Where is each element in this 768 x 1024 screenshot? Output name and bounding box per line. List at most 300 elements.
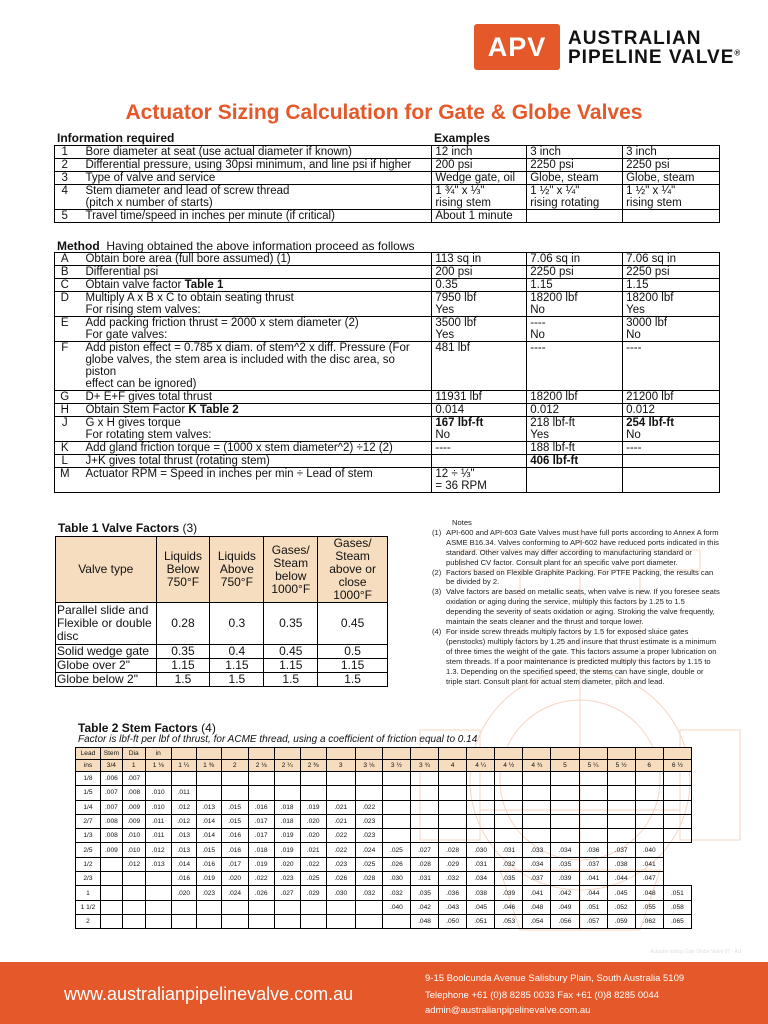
result-cell	[432, 468, 527, 493]
stem-factor: .043	[439, 900, 467, 914]
column-header: 2 ⅛	[248, 760, 274, 772]
result-line: 0.012	[626, 404, 655, 416]
column-header: 4 ¾	[523, 760, 551, 772]
example-line: 3 inch	[626, 146, 657, 158]
stem-factor	[171, 772, 196, 786]
stem-factor	[523, 829, 551, 843]
info-row	[55, 185, 720, 210]
step-text: Obtain Stem Factor	[85, 404, 189, 416]
stem-factor: .027	[274, 886, 300, 900]
stem-factor	[326, 786, 355, 800]
example-line: rising stem	[435, 197, 491, 209]
stem-factor: .022	[355, 800, 382, 814]
factor-value: 1.5	[156, 673, 210, 687]
result-line: Yes	[530, 429, 549, 441]
result-cell	[527, 404, 623, 417]
result-cell	[623, 253, 720, 266]
column-header: 5	[551, 760, 579, 772]
result-cell	[623, 417, 720, 442]
factor-value: 1.5	[264, 673, 318, 687]
step-description	[74, 292, 431, 317]
stem-factor	[663, 800, 691, 814]
stem-factor	[410, 786, 438, 800]
stem-factor	[382, 786, 410, 800]
stem-factor: .010	[145, 786, 171, 800]
example-cell	[527, 185, 623, 210]
column-header: 4 ½	[495, 760, 523, 772]
factor-value: 1.5	[318, 673, 388, 687]
table2-subtitle: Factor is lbf-ft per lbf of thrust, for ACME thread, using a coefficient of friction equal to 0.14	[78, 734, 478, 745]
factor-value: 0.3	[210, 603, 264, 645]
factor-value: 1.15	[210, 659, 264, 673]
stem-factor: .011	[145, 829, 171, 843]
description-line: Travel time/speed in inches per minute (if critical)	[85, 210, 335, 222]
lead-value: 1/2	[76, 857, 101, 871]
stem-factor	[100, 886, 122, 900]
stem-factor: .008	[100, 829, 122, 843]
stem-factor	[495, 786, 523, 800]
stem-factor	[196, 772, 221, 786]
step-letter: L	[55, 455, 75, 468]
stem-factor: .011	[145, 814, 171, 828]
step-letter: K	[55, 442, 75, 455]
footer-email-link[interactable]: admin@australianpipelinevalve.com.au	[425, 1005, 591, 1016]
result-line: 1.15	[530, 279, 553, 291]
result-line: No	[435, 429, 451, 441]
stem-factor-row	[76, 857, 692, 871]
stem-factor	[439, 786, 467, 800]
stem-factor-row	[76, 814, 692, 828]
column-header: 1 ⅜	[196, 760, 221, 772]
stem-factor: .013	[171, 829, 196, 843]
valve-factor-row	[56, 659, 388, 673]
factor-value: 0.4	[210, 645, 264, 659]
stem-factor: .030	[326, 886, 355, 900]
valve-type-line: Globe below 2"	[57, 672, 138, 686]
row-number: 5	[55, 210, 75, 223]
stem-factor	[579, 829, 607, 843]
stem-factor: .019	[274, 829, 300, 843]
step-line	[77, 292, 428, 304]
stem-factor	[607, 814, 635, 828]
stem-factor	[145, 872, 171, 886]
result-line: 18200 lbf	[530, 292, 578, 304]
stem-factor	[410, 800, 438, 814]
result-line: 21200 lbf	[626, 391, 674, 403]
step-description	[74, 279, 431, 292]
table2-title: Table 2 Stem Factors (4)	[78, 721, 216, 735]
step-line	[77, 442, 428, 454]
stem-factor: .048	[635, 886, 663, 900]
result-cell	[432, 391, 527, 404]
header-line: Steam	[335, 549, 370, 563]
note-item	[432, 627, 722, 686]
note-item	[432, 568, 722, 588]
info-header-label: Information required	[57, 131, 175, 145]
column-header: 2 ¼	[274, 760, 300, 772]
column-header-top	[551, 748, 579, 760]
stem-factor: .014	[171, 857, 196, 871]
stem-factor: .020	[300, 814, 326, 828]
result-cell	[432, 455, 527, 468]
stem-factor: .037	[523, 872, 551, 886]
step-line	[77, 266, 428, 278]
result-cell	[432, 417, 527, 442]
step-letter: J	[55, 417, 75, 442]
example-cell	[623, 210, 720, 223]
step-description	[74, 468, 431, 493]
column-header-top	[495, 748, 523, 760]
step-text: For rising stem valves:	[85, 304, 201, 316]
stem-factor	[145, 772, 171, 786]
stem-factor: .034	[467, 872, 495, 886]
stem-factor: .008	[122, 786, 145, 800]
stem-factor: .056	[551, 914, 579, 928]
example-line: Globe, steam	[530, 172, 599, 184]
step-text: globe valves, the stem area is included with the disc area, so piston	[85, 354, 395, 378]
column-header-top	[635, 748, 663, 760]
step-description	[74, 391, 431, 404]
stem-factor-row	[76, 843, 692, 857]
stem-factor: .031	[410, 872, 438, 886]
example-cell	[623, 159, 720, 172]
stem-factor	[326, 900, 355, 914]
row-number: 4	[55, 185, 75, 210]
stem-factor	[439, 829, 467, 843]
stem-factor	[326, 772, 355, 786]
column-header-top	[326, 748, 355, 760]
stem-factor	[635, 800, 663, 814]
result-line: No	[530, 304, 545, 316]
description-line: Type of valve and service	[85, 172, 216, 184]
result-line: 7.06 sq in	[530, 253, 581, 265]
method-row	[55, 266, 720, 279]
column-header-top	[607, 748, 635, 760]
stem-factor: .016	[171, 872, 196, 886]
document-reference: Actuator sizing Gate Globe Valve 07 - AU	[650, 949, 742, 955]
step-line	[77, 455, 428, 467]
result-cell	[623, 342, 720, 391]
stem-factor: .038	[607, 857, 635, 871]
method-table	[54, 252, 720, 493]
stem-factor: .040	[382, 900, 410, 914]
stem-factor: .025	[382, 843, 410, 857]
header-line: above or	[329, 562, 376, 576]
result-cell	[623, 279, 720, 292]
stem-factor: .051	[579, 900, 607, 914]
lead-value: 2/7	[76, 814, 101, 828]
method-row	[55, 455, 720, 468]
stem-factor: .041	[523, 886, 551, 900]
stem-factor	[122, 886, 145, 900]
stem-factor-row	[76, 914, 692, 928]
step-line	[77, 279, 428, 291]
stem-factor: .020	[300, 829, 326, 843]
column-header	[56, 537, 157, 603]
stem-factor	[663, 814, 691, 828]
stem-factor	[100, 900, 122, 914]
stem-factor	[300, 914, 326, 928]
step-letter: A	[55, 253, 75, 266]
stem-factor: .023	[326, 857, 355, 871]
stem-factor	[196, 900, 221, 914]
note-text: API-600 and API-603 Gate Valves must have full ports according to Annex A form ASME B16.34. Valves conforming to API-602 have reduced ports indicated in this standard. Other valves may differ according to manufacturing standard or published CV factor. Consult plant for an specific valve port diameter.	[446, 527, 719, 567]
stem-factor: .028	[410, 857, 438, 871]
stem-factor	[274, 772, 300, 786]
stem-factor: .035	[410, 886, 438, 900]
result-cell	[527, 442, 623, 455]
column-header-top	[523, 748, 551, 760]
step-text: Obtain bore area (full bore assumed) (1)	[85, 253, 291, 265]
example-line: 200 psi	[435, 159, 473, 171]
logo-text: APV	[487, 32, 547, 62]
info-header-examples: Examples	[434, 131, 491, 145]
stem-factor: .018	[274, 814, 300, 828]
result-line: ----	[626, 442, 642, 454]
brand-name-line2: PIPELINE VALVE®	[568, 47, 742, 68]
result-cell	[527, 253, 623, 266]
step-line	[77, 342, 428, 354]
method-row	[55, 468, 720, 493]
result-cell	[623, 317, 720, 342]
step-text: For rotating stem valves:	[85, 429, 212, 441]
note-key: (2)	[432, 567, 442, 577]
stem-factor: .023	[355, 814, 382, 828]
stem-factor	[607, 829, 635, 843]
stem-factor	[663, 786, 691, 800]
stem-factor: .020	[221, 872, 248, 886]
column-header-top: Lead	[76, 748, 101, 760]
stem-factor	[467, 829, 495, 843]
stem-factor	[495, 814, 523, 828]
result-cell	[527, 391, 623, 404]
column-header: 6 ½	[663, 760, 691, 772]
step-line	[77, 391, 428, 403]
column-header: 1 ¼	[171, 760, 196, 772]
stem-factor	[607, 800, 635, 814]
column-header: 5 ¼	[579, 760, 607, 772]
stem-factor	[551, 800, 579, 814]
valve-factor-row	[56, 673, 388, 687]
stem-factor	[382, 772, 410, 786]
stem-factor: .035	[495, 872, 523, 886]
method-row	[55, 342, 720, 391]
example-line: 3 inch	[530, 146, 561, 158]
step-line	[77, 354, 428, 378]
example-cell	[527, 172, 623, 185]
method-row	[55, 292, 720, 317]
info-row	[55, 159, 720, 172]
factor-value: 1.15	[264, 659, 318, 673]
description-line: Stem diameter and lead of screw thread	[85, 185, 290, 197]
page-title: Actuator Sizing Calculation for Gate & Globe Valves	[125, 101, 643, 124]
stem-factor: .038	[467, 886, 495, 900]
factor-value: 0.35	[264, 603, 318, 645]
header-line: close	[338, 575, 367, 589]
stem-factor: .052	[607, 900, 635, 914]
step-ref: Table 1	[184, 279, 224, 291]
stem-factor: .032	[382, 886, 410, 900]
stem-factor: .026	[248, 886, 274, 900]
stem-factor	[382, 814, 410, 828]
step-line	[77, 378, 428, 390]
step-letter: D	[55, 292, 75, 317]
step-text: Obtain valve factor	[85, 279, 185, 291]
stem-factor	[410, 772, 438, 786]
notes-title: Notes	[452, 518, 472, 527]
stem-factor: .048	[523, 900, 551, 914]
stem-factor	[100, 872, 122, 886]
column-header-top	[300, 748, 326, 760]
step-description	[74, 442, 431, 455]
result-cell	[527, 266, 623, 279]
row-number: 1	[55, 146, 75, 159]
stem-factor: .015	[221, 800, 248, 814]
stem-factor: .033	[523, 843, 551, 857]
lead-value: 1/5	[76, 786, 101, 800]
stem-factor-row	[76, 900, 692, 914]
result-line: Yes	[626, 304, 645, 316]
stem-factor-row	[76, 886, 692, 900]
factor-value: 1.15	[156, 659, 210, 673]
note-key: (4)	[432, 626, 442, 636]
factor-value: 0.45	[264, 645, 318, 659]
header-line: below	[275, 568, 307, 583]
row-description	[74, 172, 431, 185]
result-line: 18200 lbf	[626, 292, 674, 304]
stem-factor: .045	[607, 886, 635, 900]
stem-factor: .013	[145, 857, 171, 871]
column-header-top: Dia	[122, 748, 145, 760]
stem-factor	[300, 772, 326, 786]
example-cell	[432, 159, 527, 172]
lead-value: 2	[76, 914, 101, 928]
stem-factor: .046	[495, 900, 523, 914]
step-description	[74, 417, 431, 442]
column-header-top	[355, 748, 382, 760]
method-row	[55, 317, 720, 342]
stem-factor	[382, 800, 410, 814]
column-header: 4	[439, 760, 467, 772]
footer-website-link[interactable]: www.australianpipelinevalve.com.au	[64, 984, 354, 1004]
info-row	[55, 210, 720, 223]
stem-factor: .057	[579, 914, 607, 928]
result-line: 218 lbf-ft	[530, 417, 575, 429]
note-key: (1)	[432, 527, 442, 537]
method-row	[55, 417, 720, 442]
stem-factor	[579, 800, 607, 814]
method-row	[55, 391, 720, 404]
result-line: 167 lbf-ft	[435, 417, 484, 429]
column-header: 2 ⅜	[300, 760, 326, 772]
stem-factor	[467, 800, 495, 814]
stem-factor: .065	[663, 914, 691, 928]
stem-factor-row	[76, 800, 692, 814]
stem-factor	[663, 772, 691, 786]
stem-factor	[607, 786, 635, 800]
stem-factor: .006	[100, 772, 122, 786]
stem-factor: .009	[100, 843, 122, 857]
stem-factor	[439, 814, 467, 828]
stem-factor: .022	[326, 829, 355, 843]
step-text: Actuator RPM = Speed in inches per min ÷ Lead of stem	[85, 468, 373, 480]
column-header-top: in	[145, 748, 171, 760]
result-line: 7950 lbf	[435, 292, 477, 304]
result-line: 18200 lbf	[530, 391, 578, 403]
example-cell	[432, 172, 527, 185]
header-line: Gases/	[333, 536, 372, 550]
stem-factor: .012	[122, 857, 145, 871]
stem-factor: .017	[248, 814, 274, 828]
result-cell	[527, 468, 623, 493]
column-header-top	[467, 748, 495, 760]
stem-factor: .029	[439, 857, 467, 871]
header-row	[76, 760, 692, 772]
stem-factor: .016	[221, 843, 248, 857]
result-cell	[623, 468, 720, 493]
stem-factor	[122, 872, 145, 886]
lead-value: 1/4	[76, 800, 101, 814]
note-text: For inside screw threads multiply factors by 1.5 for exposed sluice gates (penstocks) multiply factors by 1.25 and insure that thrust estimate is a minimum of three times the weight of the gate. This factors assume a proper lubrication on stem threads. If a poor maintenance is predicted multiply this factors by 1.15 to 1.3. Depending on the specified speed, the stems can have single, double or triple start. Consult plant for actual stem diameter, pitch and lead.	[446, 626, 717, 686]
column-header	[264, 537, 318, 603]
step-text: For gate valves:	[85, 329, 168, 341]
result-line: 188 lbf-ft	[530, 442, 575, 454]
stem-factor	[274, 914, 300, 928]
stem-factor-row	[76, 872, 692, 886]
stem-factor: .010	[122, 829, 145, 843]
result-cell	[623, 455, 720, 468]
stem-factor: .058	[663, 900, 691, 914]
stem-factor: .014	[196, 829, 221, 843]
stem-factor	[145, 886, 171, 900]
stem-factor: .041	[579, 872, 607, 886]
column-header-top	[382, 748, 410, 760]
example-cell	[527, 159, 623, 172]
column-header-top	[248, 748, 274, 760]
stem-factor: .011	[171, 786, 196, 800]
step-letter: M	[55, 468, 75, 493]
method-row	[55, 253, 720, 266]
stem-factor	[248, 772, 274, 786]
stem-factor: .017	[221, 857, 248, 871]
stem-factor: .051	[467, 914, 495, 928]
result-cell	[432, 404, 527, 417]
column-header: ins	[76, 760, 101, 772]
header-row	[76, 748, 692, 760]
stem-factor	[171, 914, 196, 928]
example-cell	[432, 185, 527, 210]
result-cell	[623, 266, 720, 279]
stem-factor	[196, 786, 221, 800]
column-header	[210, 537, 264, 603]
step-text: Multiply A x B x C to obtain seating thrust	[85, 292, 294, 304]
example-line: 1 ½" x ¼"	[530, 185, 580, 197]
example-line: About 1 minute	[435, 210, 513, 222]
stem-factor: .028	[355, 872, 382, 886]
column-header: 5 ½	[607, 760, 635, 772]
result-cell	[527, 342, 623, 391]
stem-factor	[410, 814, 438, 828]
stem-factor	[495, 800, 523, 814]
stem-factor: .030	[467, 843, 495, 857]
stem-factor: .023	[274, 872, 300, 886]
valve-type-line: Globe over 2"	[57, 658, 130, 672]
stem-factor: .017	[248, 829, 274, 843]
stem-factor: .012	[145, 843, 171, 857]
example-cell	[623, 146, 720, 159]
stem-factor	[382, 914, 410, 928]
stem-factor: .035	[551, 857, 579, 871]
